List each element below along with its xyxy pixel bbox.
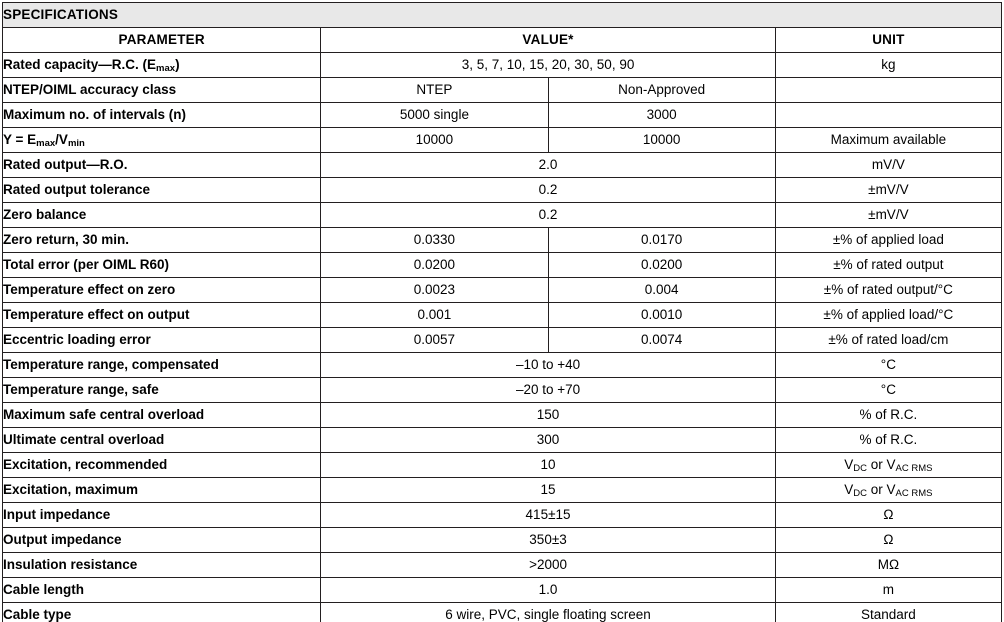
row-value-cable-type: 6 wire, PVC, single floating screen [321,603,775,622]
row-value-insulation-resistance: >2000 [321,553,775,578]
row-param-excitation-maximum: Excitation, maximum [3,478,321,503]
row-value-right-accuracy-class: Non-Approved [548,78,775,103]
table-row [3,353,1002,378]
row-unit-zero-return: ±% of applied load [775,228,1001,253]
row-unit-cable-type: Standard [775,603,1001,622]
row-param-zero-return: Zero return, 30 min. [3,228,321,253]
row-value-right-max-intervals: 3000 [548,103,775,128]
table-row [3,78,1002,103]
row-unit-rated-capacity: kg [775,53,1001,78]
row-value-left-temp-effect-output: 0.001 [321,303,548,328]
row-unit-rated-output-tolerance: ±mV/V [775,178,1001,203]
table-row [3,503,1002,528]
table-header-row [3,28,1002,53]
table-row [3,378,1002,403]
table-row [3,553,1002,578]
row-unit-zero-balance: ±mV/V [775,203,1001,228]
row-value-output-impedance: 350±3 [321,528,775,553]
row-param-max-intervals: Maximum no. of intervals (n) [3,103,321,128]
table-row [3,153,1002,178]
specifications-table [2,2,1002,622]
unit-text-mid: or V [867,481,896,497]
unit-text: V [844,481,854,497]
row-value-left-max-intervals: 5000 single [321,103,548,128]
row-value-right-temp-effect-zero: 0.004 [548,278,775,303]
table-row [3,253,1002,278]
row-value-right-eccentric-loading: 0.0074 [548,328,775,353]
table-row [3,578,1002,603]
row-unit-rated-output: mV/V [775,153,1001,178]
row-value-zero-balance: 0.2 [321,203,775,228]
table-row [3,528,1002,553]
table-row [3,228,1002,253]
row-value-right-zero-return: 0.0170 [548,228,775,253]
row-unit-excitation-recommended [775,453,1001,478]
row-param-cable-length: Cable length [3,578,321,603]
table-row [3,428,1002,453]
table-row [3,128,1002,153]
table-title: SPECIFICATIONS [3,3,1002,28]
row-value-right-temp-effect-output: 0.0010 [548,303,775,328]
row-value-input-impedance: 415±15 [321,503,775,528]
row-param-temp-effect-zero: Temperature effect on zero [3,278,321,303]
param-text: Rated capacity—R.C. (E [3,56,157,72]
row-param-rated-output: Rated output—R.O. [3,153,321,178]
row-param-output-impedance: Output impedance [3,528,321,553]
table-row [3,328,1002,353]
param-text-mid: /V [55,131,68,147]
row-param-temp-effect-output: Temperature effect on output [3,303,321,328]
row-param-rated-capacity [3,53,321,78]
table-row [3,53,1002,78]
row-value-ultimate-overload: 300 [321,428,775,453]
table-row [3,603,1002,622]
row-param-temp-range-safe: Temperature range, safe [3,378,321,403]
row-unit-temp-effect-output: ±% of applied load/°C [775,303,1001,328]
unit-subscript: DC [853,462,868,474]
row-param-insulation-resistance: Insulation resistance [3,553,321,578]
row-param-max-safe-overload: Maximum safe central overload [3,403,321,428]
row-value-left-y-ratio: 10000 [321,128,548,153]
row-value-left-accuracy-class: NTEP [321,78,548,103]
param-text: Y = E [3,131,37,147]
row-param-eccentric-loading: Eccentric loading error [3,328,321,353]
row-value-right-y-ratio: 10000 [548,128,775,153]
row-unit-input-impedance: Ω [775,503,1001,528]
row-unit-temp-effect-zero: ±% of rated output/°C [775,278,1001,303]
row-unit-temp-range-safe: °C [775,378,1001,403]
param-text-tail: ) [175,56,180,72]
row-unit-cable-length: m [775,578,1001,603]
row-value-left-eccentric-loading: 0.0057 [321,328,548,353]
unit-subscript-2: AC RMS [895,462,933,474]
table-row [3,103,1002,128]
header-value: VALUE* [321,28,775,53]
row-param-excitation-recommended: Excitation, recommended [3,453,321,478]
row-param-input-impedance: Input impedance [3,503,321,528]
row-unit-insulation-resistance: MΩ [775,553,1001,578]
row-value-rated-output-tolerance: 0.2 [321,178,775,203]
table-row [3,303,1002,328]
row-unit-total-error: ±% of rated output [775,253,1001,278]
unit-text-mid: or V [867,456,896,472]
row-param-total-error: Total error (per OIML R60) [3,253,321,278]
row-value-max-safe-overload: 150 [321,403,775,428]
row-unit-max-intervals [775,103,1001,128]
row-param-zero-balance: Zero balance [3,203,321,228]
row-param-cable-type: Cable type [3,603,321,622]
table-title-row [3,3,1002,28]
row-param-temp-range-compensated: Temperature range, compensated [3,353,321,378]
table-row [3,203,1002,228]
table-row [3,453,1002,478]
row-param-y-ratio [3,128,321,153]
row-unit-ultimate-overload: % of R.C. [775,428,1001,453]
param-subscript: max [156,62,176,74]
row-value-cable-length: 1.0 [321,578,775,603]
row-unit-max-safe-overload: % of R.C. [775,403,1001,428]
row-value-excitation-maximum: 15 [321,478,775,503]
param-subscript: max [36,137,56,149]
table-row [3,178,1002,203]
row-value-temp-range-compensated: –10 to +40 [321,353,775,378]
table-row [3,478,1002,503]
table-row [3,278,1002,303]
row-value-right-total-error: 0.0200 [548,253,775,278]
row-value-left-temp-effect-zero: 0.0023 [321,278,548,303]
header-unit: UNIT [775,28,1001,53]
row-param-ultimate-overload: Ultimate central overload [3,428,321,453]
row-param-accuracy-class: NTEP/OIML accuracy class [3,78,321,103]
row-unit-excitation-maximum [775,478,1001,503]
row-value-rated-output: 2.0 [321,153,775,178]
row-value-excitation-recommended: 10 [321,453,775,478]
row-unit-accuracy-class [775,78,1001,103]
row-unit-eccentric-loading: ±% of rated load/cm [775,328,1001,353]
unit-text: V [844,456,854,472]
row-param-rated-output-tolerance: Rated output tolerance [3,178,321,203]
unit-subscript: DC [853,487,868,499]
row-value-rated-capacity: 3, 5, 7, 10, 15, 20, 30, 50, 90 [321,53,775,78]
unit-subscript-2: AC RMS [895,487,933,499]
row-value-left-total-error: 0.0200 [321,253,548,278]
table-row [3,403,1002,428]
row-value-temp-range-safe: –20 to +70 [321,378,775,403]
row-value-left-zero-return: 0.0330 [321,228,548,253]
row-unit-y-ratio: Maximum available [775,128,1001,153]
header-parameter: PARAMETER [3,28,321,53]
param-subscript-2: min [67,137,85,149]
row-unit-temp-range-compensated: °C [775,353,1001,378]
row-unit-output-impedance: Ω [775,528,1001,553]
